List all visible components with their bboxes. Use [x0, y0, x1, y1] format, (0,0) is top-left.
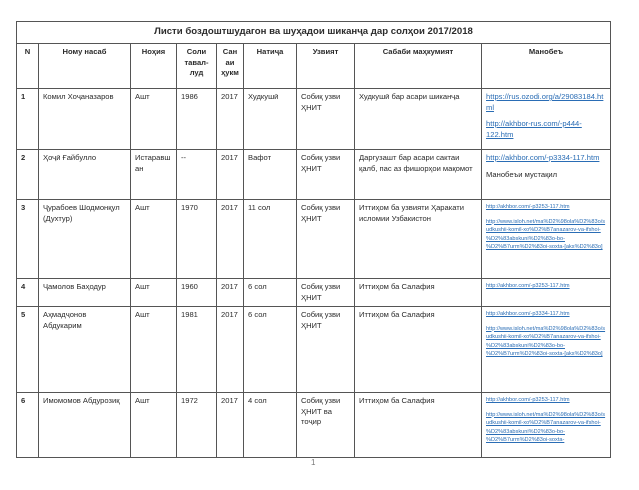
- conviction-reason-cell: Иттиҳом ба узвияти Ҳаракати исломии Узбакистон: [355, 200, 482, 279]
- membership-cell: Собиқ узви ҲНИТ: [297, 89, 355, 150]
- birth-year-cell: 1970: [177, 200, 217, 279]
- sentence-date-cell: 2017: [217, 393, 244, 458]
- person-name-cell: Комил Хоҷаназаров: [39, 89, 131, 150]
- sources-cell: [482, 279, 611, 307]
- conviction-reason-cell: Иттиҳом ба Салафия: [355, 279, 482, 307]
- header-sources: Манобеъ: [482, 44, 611, 89]
- sources-cell: [482, 307, 611, 393]
- page-number: 1: [311, 458, 316, 467]
- person-name-cell: Ҷамолов Баҳодур: [39, 279, 131, 307]
- membership-cell: Собиқ узви ҲНИТ: [297, 200, 355, 279]
- sentence-date-cell: 2017: [217, 200, 244, 279]
- conviction-reason-cell: Худкушӣ бар асари шиканҷа: [355, 89, 482, 150]
- sources-cell: [482, 89, 611, 150]
- sentence-date-cell: 2017: [217, 307, 244, 393]
- person-name-cell: Ҳоҷӣ Ғайбулло: [39, 150, 131, 200]
- source-link[interactable]: http://www.isloh.net/ma%D2%98ola%D2%83o/sudkushii-komil-xo%D2%B7anazarov-va-ifshoi-%D2%83abskuni%D2%83o-bo-%D2%B7urm%D2%83oi-soxta-[aks%D2%83o]: [486, 218, 606, 251]
- table-row: [17, 89, 611, 150]
- result-cell: 6 сол: [244, 279, 297, 307]
- birth-year-cell: --: [177, 150, 217, 200]
- table-row: [17, 150, 611, 200]
- membership-cell: Собиқ узви ҲНИТ ва тоҷир: [297, 393, 355, 458]
- source-link[interactable]: https://rus.ozodi.org/a/29083184.html: [486, 92, 604, 112]
- result-cell: Худкушӣ: [244, 89, 297, 150]
- table-row: [17, 279, 611, 307]
- header-result: Натиҷа: [244, 44, 297, 89]
- person-name-cell: Аҳмадҷонов Абдукарим: [39, 307, 131, 393]
- sentence-date-cell: 2017: [217, 89, 244, 150]
- source-link[interactable]: http://akhbor.com/-p3253-117.htm: [486, 283, 570, 289]
- birth-year-cell: 1960: [177, 279, 217, 307]
- source-link[interactable]: http://akhbor.com/-p3253-117.htm: [486, 204, 570, 210]
- prisoners-table: [16, 21, 611, 458]
- sources-cell: [482, 200, 611, 279]
- result-cell: 6 сол: [244, 307, 297, 393]
- conviction-reason-cell: Даргузашт бар асари сактаи қалб, пас аз фишорҳои мақомот: [355, 150, 482, 200]
- source-link[interactable]: http://akhbor.com/-p3334-117.htm: [486, 153, 600, 162]
- person-name-cell: Имомомов Абдурозиқ: [39, 393, 131, 458]
- row-number-cell: 1: [17, 89, 39, 150]
- person-name-cell: Ҷурабоев Шодмонқул (Духтур): [39, 200, 131, 279]
- district-cell: Ашт: [131, 393, 177, 458]
- table-row: [17, 307, 611, 393]
- table-body: [17, 89, 611, 458]
- birth-year-cell: 1986: [177, 89, 217, 150]
- membership-cell: Собиқ узви ҲНИТ: [297, 307, 355, 393]
- conviction-reason-cell: Иттиҳом ба Салафия: [355, 307, 482, 393]
- sentence-date-cell: 2017: [217, 150, 244, 200]
- header-n: N: [17, 44, 39, 89]
- header-membership: Узвият: [297, 44, 355, 89]
- row-number-cell: 3: [17, 200, 39, 279]
- district-cell: Ашт: [131, 89, 177, 150]
- header-birth-year: Соли тавал-луд: [177, 44, 217, 89]
- table-row: [17, 393, 611, 458]
- document-title: Листи боздоштшудагон ва шуҳадои шиканҷа дар солҳои 2017/2018: [17, 22, 611, 44]
- birth-year-cell: 1972: [177, 393, 217, 458]
- sources-cell: [482, 393, 611, 458]
- header-name: Ному насаб: [39, 44, 131, 89]
- header-district: Ноҳия: [131, 44, 177, 89]
- result-cell: 4 сол: [244, 393, 297, 458]
- membership-cell: Собиқ узви ҲНИТ: [297, 279, 355, 307]
- header-reason: Сабаби маҳкумият: [355, 44, 482, 89]
- district-cell: Ашт: [131, 200, 177, 279]
- source-link[interactable]: http://akhbor.com/-p3334-117.htm: [486, 311, 570, 317]
- membership-cell: Собиқ узви ҲНИТ: [297, 150, 355, 200]
- sources-cell: [482, 150, 611, 200]
- source-text: Манобеъи мустақил: [486, 169, 558, 179]
- header-row: [17, 44, 611, 89]
- source-link[interactable]: http://www.isloh.net/ma%D2%98ola%D2%83o/sudkushii-komil-xo%D2%B7anazarov-va-ifshoi-%D2%83abskuni%D2%83o-bo-%D2%B7urm%D2%83oi-soxta-[aks%D2%83o]: [486, 325, 606, 358]
- table-row: [17, 200, 611, 279]
- row-number-cell: 2: [17, 150, 39, 200]
- district-cell: Ашт: [131, 279, 177, 307]
- header-sentence-date: Санаи ҳукм: [217, 44, 244, 89]
- birth-year-cell: 1981: [177, 307, 217, 393]
- result-cell: Вафот: [244, 150, 297, 200]
- result-cell: 11 сол: [244, 200, 297, 279]
- source-link[interactable]: http://www.isloh.net/ma%D2%98ola%D2%83o/sudkushii-komil-xo%D2%B7anazarov-va-ifshoi-%D2%83abskuni%D2%83o-bo-%D2%B7urm%D2%83oi-soxta-: [486, 411, 606, 444]
- district-cell: Истаравшан: [131, 150, 177, 200]
- row-number-cell: 6: [17, 393, 39, 458]
- source-link[interactable]: http://akhbor.com/-p3253-117.htm: [486, 397, 570, 403]
- conviction-reason-cell: Иттиҳом ба Салафия: [355, 393, 482, 458]
- source-link[interactable]: http://akhbor-rus.com/-p444-122.htm: [486, 119, 582, 139]
- sentence-date-cell: 2017: [217, 279, 244, 307]
- district-cell: Ашт: [131, 307, 177, 393]
- row-number-cell: 4: [17, 279, 39, 307]
- row-number-cell: 5: [17, 307, 39, 393]
